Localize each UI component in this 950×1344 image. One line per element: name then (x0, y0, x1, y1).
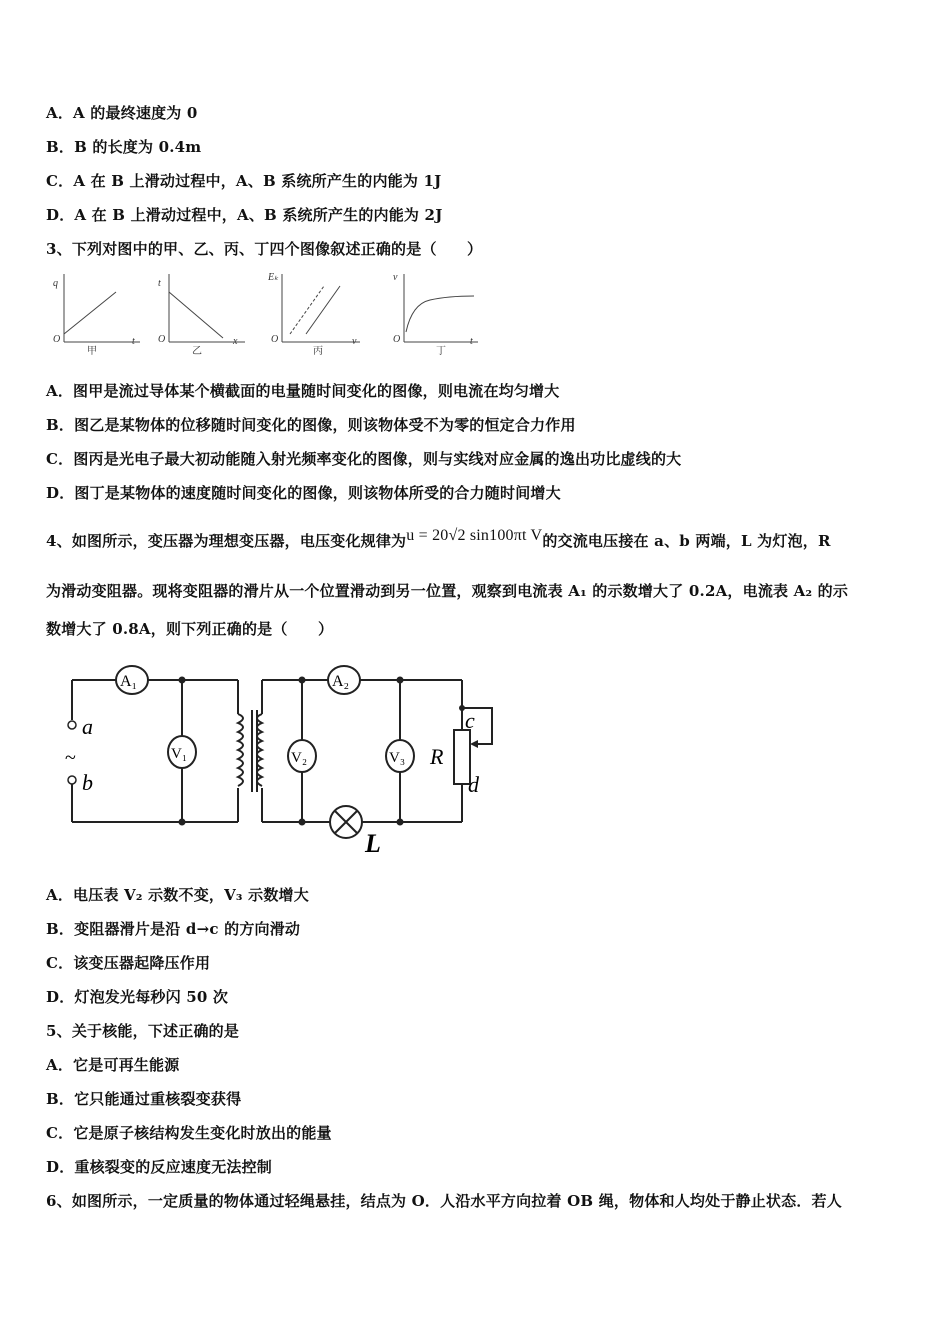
q4-option-c: C．该变压器起降压作用 (46, 954, 211, 972)
label-terminal-a: a (82, 714, 93, 739)
label-v2: V₂ (291, 750, 308, 766)
graph-ding-ylabel: v (393, 272, 398, 283)
graph-jia-caption: 甲 (87, 346, 97, 357)
q4-option-b: B．变阻器滑片是沿 d→c 的方向滑动 (46, 920, 301, 938)
q5-option-a: A．它是可再生能源 (46, 1056, 180, 1074)
label-v3: V₃ (389, 750, 406, 766)
graph-yi (155, 268, 250, 360)
q2-option-d: D．A 在 B 上滑动过程中，A、B 系统所产生的内能为 2J (46, 206, 443, 224)
q4-option-a: A．电压表 V₂ 示数不变，V₃ 示数增大 (46, 886, 309, 904)
label-lamp: L (365, 829, 381, 858)
graph-jia-ylabel: q (53, 278, 58, 289)
label-ac-source: ~ (65, 747, 76, 769)
q2-option-a: A．A 的最终速度为 0 (46, 104, 198, 122)
lamp-icon (330, 806, 362, 838)
graph-bing-ylabel: Eₖ (268, 272, 279, 283)
q2-option-c: C．A 在 B 上滑动过程中，A、B 系统所产生的内能为 1J (46, 172, 442, 190)
graph-bing-origin: O (271, 334, 279, 345)
graph-ding (390, 268, 485, 360)
label-resistor: R (430, 744, 444, 769)
q4-stem-line1 (46, 527, 831, 551)
terminal-b-icon (68, 776, 76, 784)
label-a1: A₁ (120, 673, 138, 690)
q3-stem: 3、下列对图中的甲、乙、丙、丁四个图像叙述正确的是（ ） (46, 240, 483, 258)
graph-yi-ylabel: t (158, 278, 161, 289)
label-a2: A₂ (332, 673, 350, 690)
q3-option-a: A．图甲是流过导体某个横截面的电量随时间变化的图像，则电流在均匀增大 (46, 382, 560, 400)
graph-ding-xlabel: t (470, 336, 473, 347)
q5-option-b: B．它只能通过重核裂变获得 (46, 1090, 242, 1108)
q2-option-b: B．B 的长度为 0.4m (46, 138, 202, 156)
terminal-a-icon (68, 721, 76, 729)
label-slider-d: d (468, 772, 479, 797)
graph-bing-xlabel: ν (352, 336, 357, 347)
graph-yi-caption: 乙 (192, 346, 202, 357)
q4-stem-line3: 数增大了 0.8A，则下列正确的是（ ） (46, 620, 334, 638)
q4-option-d: D．灯泡发光每秒闪 50 次 (46, 988, 229, 1006)
graph-ding-caption: 丁 (436, 346, 446, 357)
q4-stem-line2: 为滑动变阻器。现将变阻器的滑片从一个位置滑动到另一位置，观察到电流表 A₁ 的示数增大了 0.2A，电流表 A₂ 的示 (46, 582, 849, 600)
q6-stem: 6、如图所示，一定质量的物体通过轻绳悬挂，结点为 O．人沿水平方向拉着 OB 绳，物体和人均处于静止状态．若人 (46, 1192, 842, 1210)
q4-stem-post: 的交流电压接在 a、b 两端，L 为灯泡，R (542, 532, 831, 550)
label-v1: V₁ (171, 746, 188, 762)
q3-option-c: C．图丙是光电子最大初动能随入射光频率变化的图像，则与实线对应金属的逸出功比虚线的大 (46, 450, 682, 468)
label-slider-c: c (465, 708, 475, 733)
graph-yi-xlabel: x (233, 336, 238, 347)
graph-jia (50, 268, 145, 360)
q3-option-b: B．图乙是某物体的位移随时间变化的图像，则该物体受不为零的恒定合力作用 (46, 416, 576, 434)
q4-stem-pre: 4、如图所示，变压器为理想变压器，电压变化规律为 (46, 532, 407, 550)
graph-jia-xlabel: t (132, 336, 135, 347)
q5-stem: 5、关于核能，下述正确的是 (46, 1022, 240, 1040)
q4-formula: u = 20√2 sin100πt V (406, 527, 543, 544)
graph-ding-origin: O (393, 334, 401, 345)
transformer-circuit-diagram (60, 662, 510, 858)
q5-option-d: D．重核裂变的反应速度无法控制 (46, 1158, 273, 1176)
label-terminal-b: b (82, 770, 93, 795)
graph-yi-origin: O (158, 334, 166, 345)
graph-bing (268, 268, 368, 360)
q5-option-c: C．它是原子核结构发生变化时放出的能量 (46, 1124, 332, 1142)
graph-bing-caption: 丙 (313, 346, 323, 357)
graph-jia-origin: O (53, 334, 61, 345)
q3-option-d: D．图丁是某物体的速度随时间变化的图像，则该物体所受的合力随时间增大 (46, 484, 561, 502)
